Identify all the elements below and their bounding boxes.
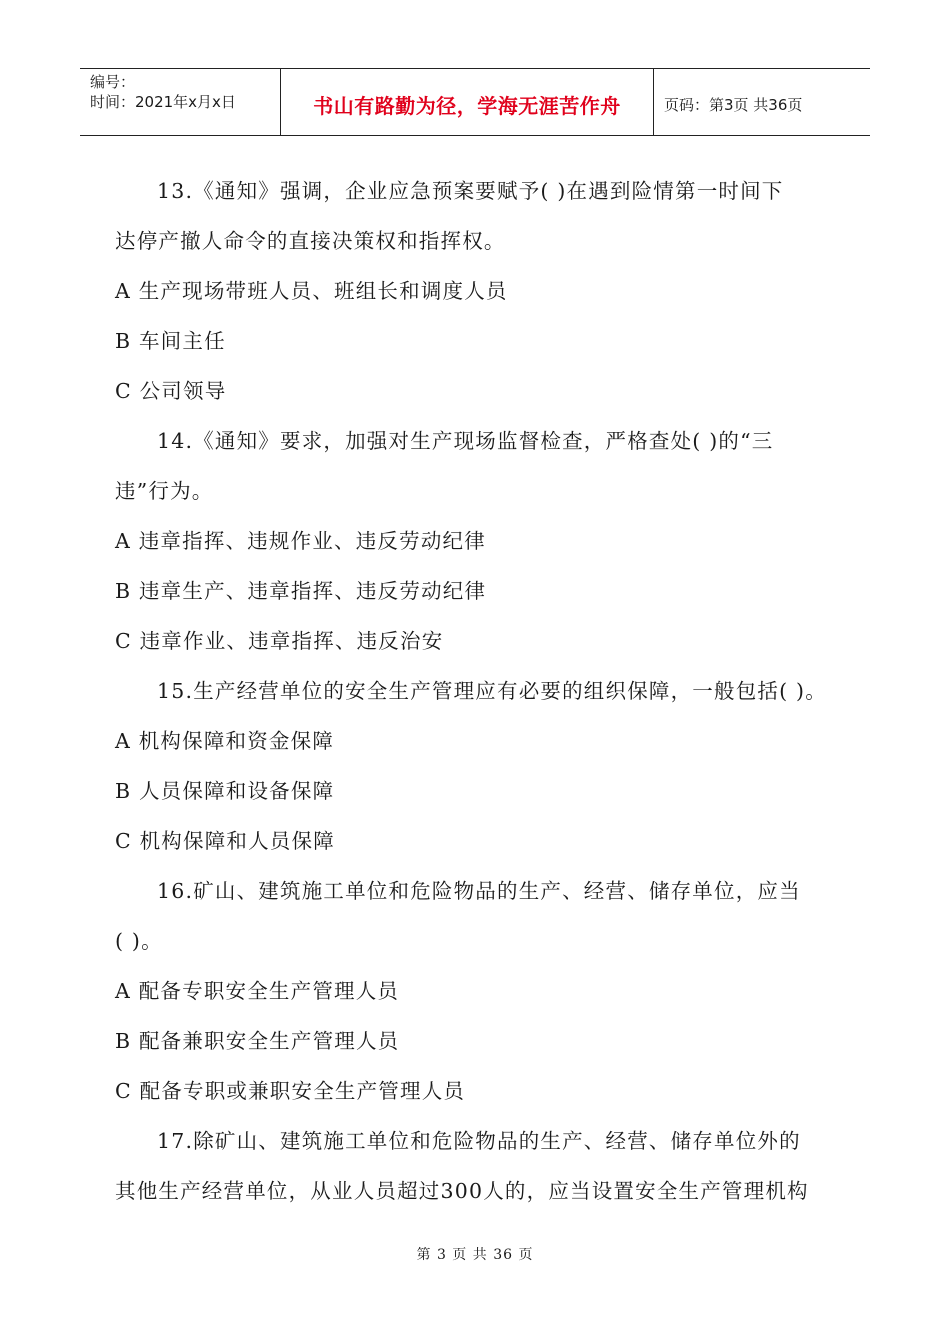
motto-text: 书山有路勤为径，学海无涯苦作舟 (313, 93, 621, 118)
question-13-option-a: A 生产现场带班人员、班组长和调度人员 (115, 279, 508, 303)
question-15-option-c: C 机构保障和人员保障 (115, 829, 335, 853)
page-footer: 第 3 页 共 36 页 (416, 1247, 534, 1263)
page-header (80, 68, 870, 136)
question-15-option-b: B 人员保障和设备保障 (115, 779, 335, 803)
question-16-line-1: 16.矿山、建筑施工单位和危险物品的生产、经营、储存单位，应当 (157, 879, 801, 903)
question-14-option-b: B 违章生产、违章指挥、违反劳动纪律 (115, 579, 487, 603)
question-14-option-c: C 违章作业、违章指挥、违反治安 (115, 629, 444, 653)
question-17-line-2: 其他生产经营单位，从业人员超过300人的，应当设置安全生产管理机构 (115, 1179, 809, 1203)
question-14-line-1: 14.《通知》要求，加强对生产现场监督检查，严格查处( )的“三 (157, 429, 774, 453)
question-13-line-1: 13.《通知》强调，企业应急预案要赋予( )在遇到险情第一时间下 (157, 179, 784, 203)
question-13-option-b: B 车间主任 (115, 329, 226, 353)
question-16-option-c: C 配备专职或兼职安全生产管理人员 (115, 1079, 466, 1103)
question-16-option-a: A 配备专职安全生产管理人员 (115, 979, 400, 1003)
question-13-line-2: 达停产撤人命令的直接决策权和指挥权。 (115, 229, 506, 253)
question-15-line-1: 15.生产经营单位的安全生产管理应有必要的组织保障，一般包括( )。 (157, 679, 827, 703)
page-info: 页码：第3页 共36页 (664, 95, 803, 114)
question-17-line-1: 17.除矿山、建筑施工单位和危险物品的生产、经营、储存单位外的 (157, 1129, 801, 1153)
question-14-line-2: 违”行为。 (115, 479, 214, 503)
question-16-line-2: ( )。 (115, 929, 163, 953)
document-number: 编号： (90, 73, 136, 91)
header-meta (80, 69, 281, 135)
question-15-option-a: A 机构保障和资金保障 (115, 729, 335, 753)
document-body (115, 166, 835, 1216)
header-page-cell (654, 69, 870, 135)
header-motto-cell (281, 69, 654, 135)
document-date: 时间：2021年x月x日 (90, 93, 236, 111)
question-16-option-b: B 配备兼职安全生产管理人员 (115, 1029, 400, 1053)
question-14-option-a: A 违章指挥、违规作业、违反劳动纪律 (115, 529, 486, 553)
question-13-option-c: C 公司领导 (115, 379, 227, 403)
